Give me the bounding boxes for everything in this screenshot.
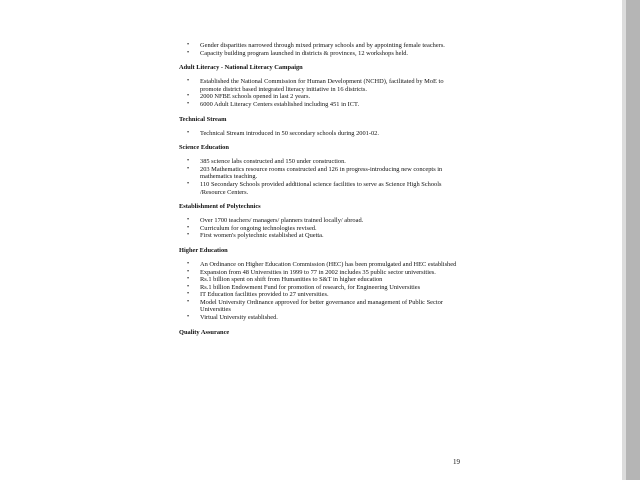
bullet-icon: • [187,314,190,321]
page-edge [622,0,626,480]
bullet-icon: • [187,291,190,298]
bullet-icon: • [187,42,190,48]
section-heading-higher-education: Higher Education [179,246,228,254]
list-item: • Rs.1 billion Endowment Fund for promotion of research, for Engineering Universities [187,283,421,291]
list-item: • Over 1700 teachers/ managers/ planners trained locally/ abroad. [187,217,364,225]
bullet-icon: • [187,224,190,231]
technical-stream-list [179,130,464,138]
list-item: • IT Education facilities provided to 27 universities. [187,291,329,299]
bullet-icon: • [187,158,190,165]
science-education-list [179,158,464,196]
list-item: • 385 science labs constructed and 150 under construction. [187,158,346,166]
bullet-icon: • [187,232,190,239]
list-item: • Technical Stream introduced in 50 secondary schools during 2001-02. [187,129,379,137]
page-number: 19 [453,458,460,466]
polytechnics-list [179,217,464,240]
bullet-icon: • [187,268,190,275]
bullet-icon: • [187,298,190,305]
list-item: • Model University Ordinance approved for better governance and management of Public Sector Universities [187,298,443,314]
list-item: • 203 Mathematics resource rooms constructed and 126 in progress-introducing new concepts in mathematics teaching. [187,165,443,181]
section-heading-quality-assurance: Quality Assurance [179,328,230,336]
adult-literacy-list [179,78,464,108]
list-item: • Capacity building program launched in districts & provinces, 12 workshops held. [187,49,409,57]
list-item: • Virtual University established. [187,314,278,322]
bullet-icon: • [187,276,190,283]
intro-list [179,42,464,57]
list-item: • Curriculum for ongoing technologies revised. [187,224,317,232]
list-item: • Established the National Commission for Human Development (NCHD), facilitated by MoE to promote district based integrated literacy initiative in 16 districts. [187,78,444,93]
bullet-icon: • [187,283,190,290]
bullet-icon: • [187,49,190,56]
bullet-icon: • [187,100,190,107]
section-heading-polytechnics: Establishment of Polytechnics [179,203,261,211]
higher-education-list [179,261,464,322]
bullet-icon: • [187,78,190,85]
bullet-icon: • [187,260,190,267]
list-item: • Rs.1 billion spent on shift from Humanities to S&T in higher education [187,276,383,284]
bullet-icon: • [187,165,190,172]
list-item: • First women's polytechnic established at Quetta. [187,232,324,240]
bullet-icon: • [187,217,190,224]
bullet-icon: • [187,180,190,187]
bullet-icon: • [187,129,190,136]
list-item: • Expansion from 48 Universities in 1999 to 77 in 2002 includes 35 public sector universities. [187,268,436,276]
list-item: • 6000 Adult Literacy Centers established including 451 in ICT. [187,100,360,108]
list-item: • An Ordinance on Higher Education Commission (HEC) has been promulgated and HEC established [187,260,457,268]
section-heading-technical-stream: Technical Stream [179,115,227,123]
list-item: • 2000 NFBE schools opened in last 2 years. [187,93,311,101]
section-heading-adult-literacy: Adult Literacy - National Literacy Campaign [179,64,303,72]
list-item: • 110 Secondary Schools provided additional science facilities to serve as Science High Schools /Resource Centers. [187,180,442,196]
page-content [179,42,464,343]
bullet-icon: • [187,93,190,100]
section-heading-science-education: Science Education [179,144,229,152]
list-item: • Gender disparities narrowed through mixed primary schools and by appointing female teachers. [187,42,445,49]
